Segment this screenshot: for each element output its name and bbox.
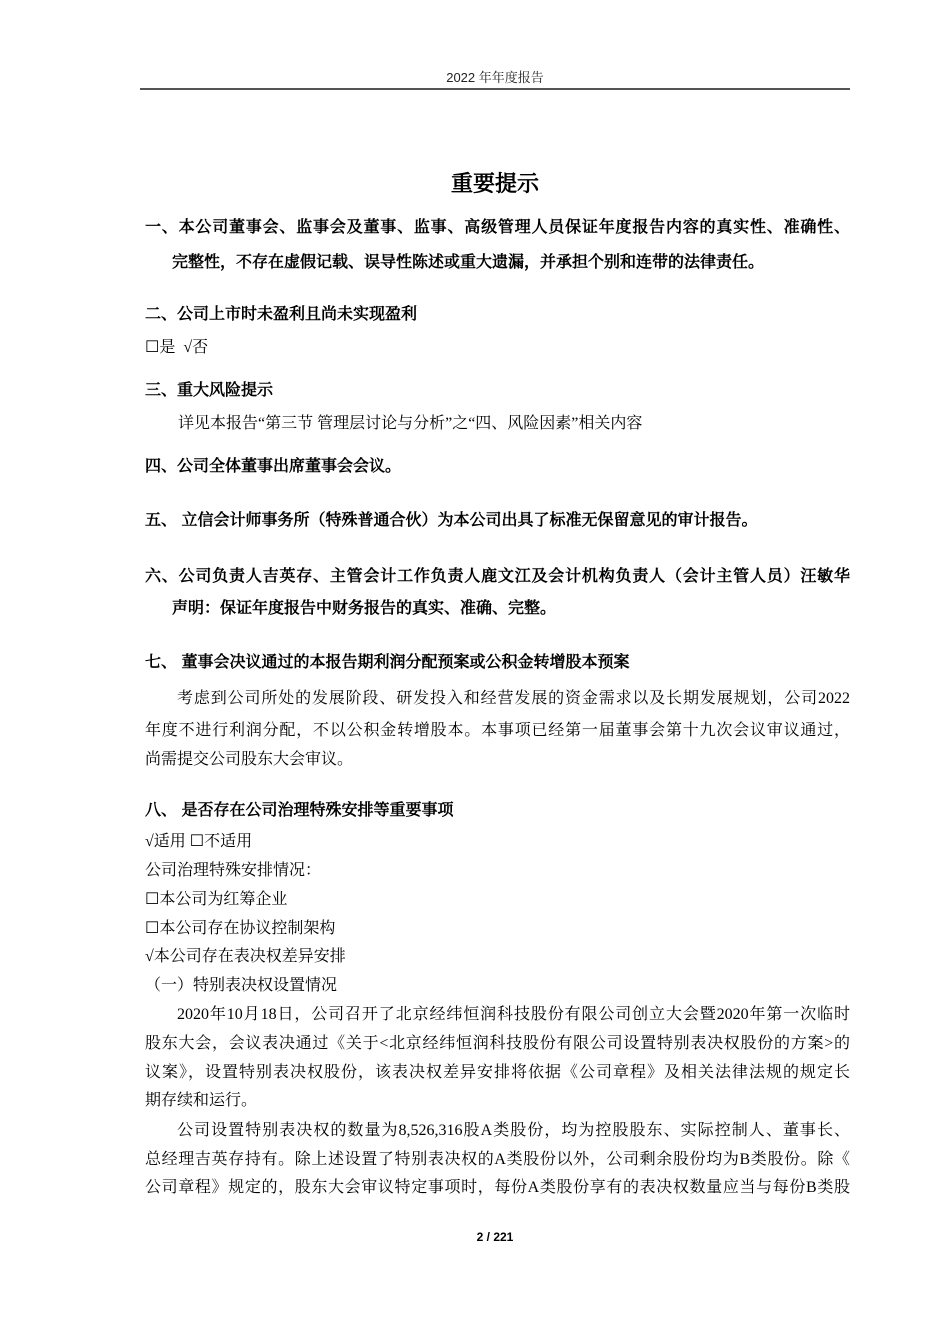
page-number: 2 / 221 xyxy=(476,1230,514,1244)
section-7-para-line: 尚需提交公司股东大会审议。 xyxy=(145,751,354,768)
section-5: 五、 立信会计师事务所（特殊普通合伙）为本公司出具了标准无保留意见的审计报告。 xyxy=(145,512,758,529)
section-2-options: ☐是 √否 xyxy=(145,339,209,356)
section-7-para-line: 考虑到公司所处的发展阶段、研发投入和经营发展的资金需求以及长期发展规划，公司2022 xyxy=(177,690,850,707)
section-6-line-2: 声明：保证年度报告中财务报告的真实、准确、完整。 xyxy=(172,600,557,617)
section-8-item: ☐本公司为红筹企业 xyxy=(145,891,288,908)
section-3-detail: 详见本报告“第三节 管理层讨论与分析”之“四、风险因素”相关内容 xyxy=(178,415,643,432)
section-8-p2-line: 公司章程》规定的，股东大会审议特定事项时，每份A类股份享有的表决权数量应当与每份B类股 xyxy=(145,1179,850,1196)
page-title: 重要提示 xyxy=(450,171,539,196)
section-3-heading: 三、重大风险提示 xyxy=(145,382,274,399)
section-8-p2-line: 公司设置特别表决权的数量为8,526,316股A类股份，均为控股股东、实际控制人、董事长、 xyxy=(177,1122,850,1139)
section-8-p1-line: 期存续和运行。 xyxy=(145,1092,258,1109)
section-8-p1-line: 议案》，设置特别表决权股份，该表决权差异安排将依据《公司章程》及相关法律法规的规定长 xyxy=(145,1064,850,1081)
section-7-heading: 七、 董事会决议通过的本报告期利润分配预案或公积金转增股本预案 xyxy=(145,654,630,671)
section-8-options: √适用 ☐不适用 xyxy=(145,833,253,850)
section-4: 四、公司全体董事出席董事会会议。 xyxy=(145,458,402,475)
section-8-item: ☐本公司存在协议控制架构 xyxy=(145,920,336,937)
section-8-subheading: （一）特别表决权设置情况 xyxy=(145,977,338,994)
page-header: 2022 年年度报告 xyxy=(446,70,544,85)
section-6-line-1: 六、公司负责人吉英存、主管会计工作负责人鹿文江及会计机构负责人（会计主管人员）汪敏华 xyxy=(145,568,850,585)
section-2-heading: 二、公司上市时未盈利且尚未实现盈利 xyxy=(145,306,418,323)
section-8-p1-line: 2020年10月18日，公司召开了北京经纬恒润科技股份有限公司创立大会暨2020年第一次临时 xyxy=(177,1006,850,1023)
section-8-heading: 八、 是否存在公司治理特殊安排等重要事项 xyxy=(145,802,454,819)
section-8-label: 公司治理特殊安排情况： xyxy=(145,862,322,879)
section-7-para-line: 年度不进行利润分配，不以公积金转增股本。本事项已经第一届董事会第十九次会议审议通过， xyxy=(145,722,850,739)
section-8-item: √本公司存在表决权差异安排 xyxy=(145,948,346,965)
section-8-p1-line: 股东大会，会议表决通过《关于<北京经纬恒润科技股份有限公司设置特别表决权股份的方案>的 xyxy=(145,1035,850,1052)
section-8-p2-line: 总经理吉英存持有。除上述设置了特别表决权的A类股份以外，公司剩余股份均为B类股份。除《 xyxy=(145,1151,850,1168)
section-1-line-1: 一、本公司董事会、监事会及董事、监事、高级管理人员保证年度报告内容的真实性、准确性、 xyxy=(145,219,850,236)
header-divider xyxy=(140,88,850,90)
section-1-line-2: 完整性，不存在虚假记载、误导性陈述或重大遗漏，并承担个别和连带的法律责任。 xyxy=(172,254,765,271)
